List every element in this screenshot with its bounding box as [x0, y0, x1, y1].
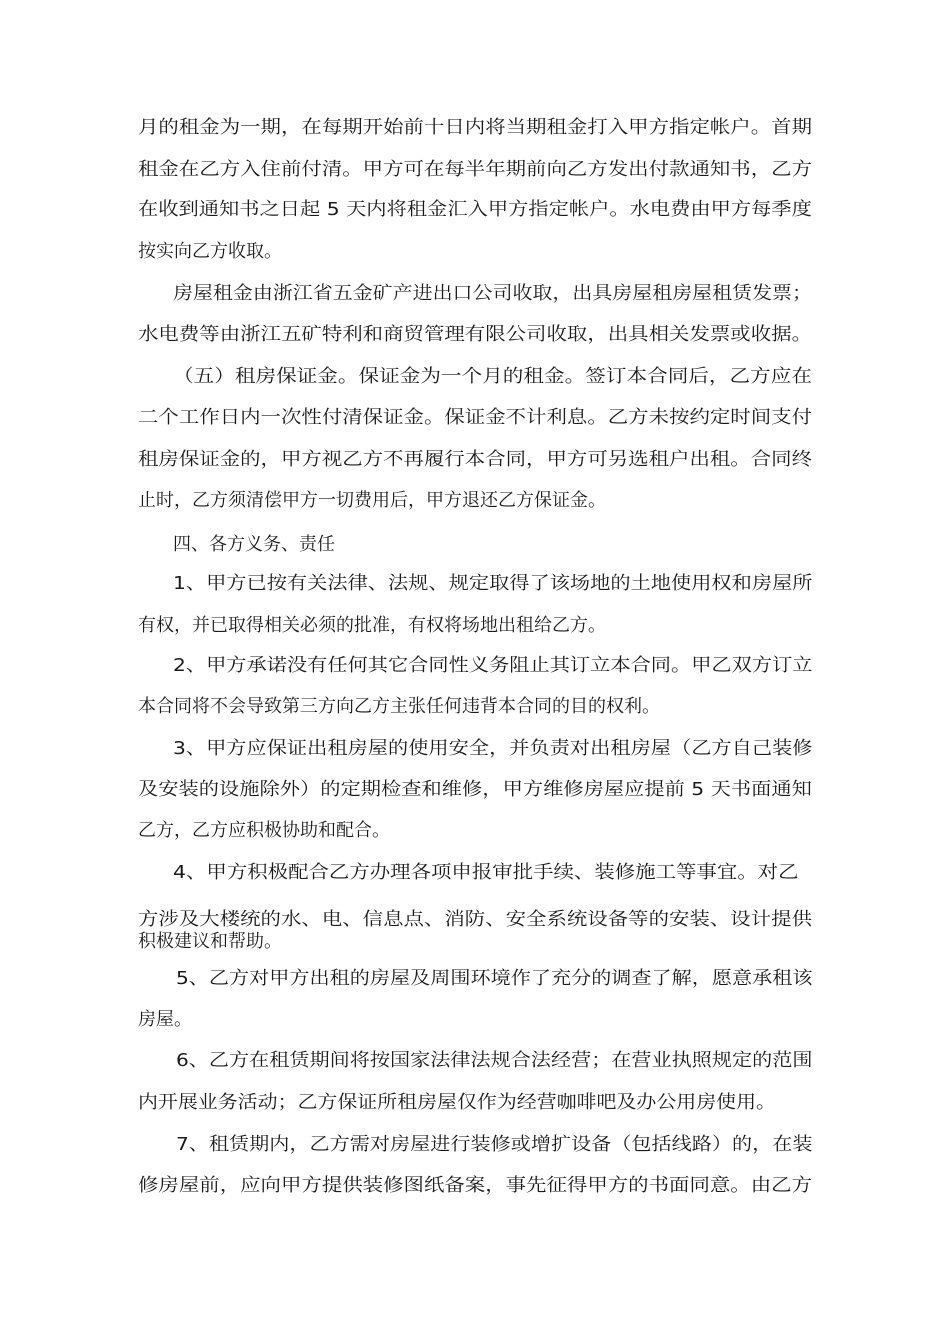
paragraph-line: 二个工作日内一次性付清保证金。保证金不计利息。乙方未按约定时间支付	[138, 407, 812, 428]
paragraph-line: 本合同将不会导致第三方向乙方主张任何违背本合同的目的权利。	[138, 696, 660, 717]
paragraph-line: 乙方，乙方应积极协助和配合。	[138, 820, 390, 841]
paragraph-line: 租房保证金的，甲方视乙方不再履行本合同，甲方可另选租户出租。合同终	[138, 449, 812, 470]
paragraph-line: 3、甲方应保证出租房屋的使用安全，并负责对出租房屋（乙方自己装修	[173, 738, 813, 759]
paragraph-line: 房屋租金由浙江省五金矿产进出口公司收取，出具房屋租房屋租赁发票；	[173, 283, 812, 304]
section-heading: 四、各方义务、责任	[173, 534, 335, 555]
paragraph-line: 2、甲方承诺没有任何其它合同性义务阻止其订立本合同。甲乙双方订立	[173, 655, 813, 676]
paragraph-line: 水电费等由浙江五矿特利和商贸管理有限公司收取，出具相关发票或收据。	[138, 324, 812, 345]
paragraph-line: 积极建议和帮助。	[138, 931, 282, 952]
paragraph-line: 月的租金为一期，在每期开始前十日内将当期租金打入甲方指定帐户。首期	[138, 117, 812, 138]
paragraph-line: 租金在乙方入住前付清。甲方可在每半年期前向乙方发出付款通知书，乙方	[138, 159, 812, 180]
paragraph-line: 内开展业务活动；乙方保证所租房屋仅作为经营咖啡吧及办公用房使用。	[138, 1092, 776, 1113]
paragraph-line: 5、乙方对甲方出租的房屋及周围环境作了充分的调查了解，愿意承租该	[176, 968, 813, 989]
paragraph-line: 有权，并已取得相关必须的批准，有权将场地出租给乙方。	[138, 615, 606, 636]
paragraph-line: 及安装的设施除外）的定期检查和维修，甲方维修房屋应提前 5 天书面通知	[138, 779, 812, 800]
paragraph-line: （五）租房保证金。保证金为一个月的租金。签订本合同后，乙方应在	[173, 366, 812, 387]
paragraph-line: 按实向乙方收取。	[138, 241, 282, 262]
paragraph-line: 方涉及大楼统的水、电、信息点、消防、安全系统设备等的安装、设计提供	[138, 909, 812, 930]
paragraph-line: 7、租赁期内，乙方需对房屋进行装修或增扩设备（包括线路）的，在装	[176, 1134, 813, 1155]
paragraph-line: 止时，乙方须清偿甲方一切费用后，甲方退还乙方保证金。	[138, 490, 606, 511]
paragraph-line: 在收到通知书之日起 5 天内将租金汇入甲方指定帐户。水电费由甲方每季度	[138, 199, 812, 220]
paragraph-line: 4、甲方积极配合乙方办理各项申报审批手续、装修施工等事宜。对乙	[173, 862, 799, 883]
paragraph-line: 房屋。	[138, 1009, 192, 1030]
paragraph-line: 修房屋前，应向甲方提供装修图纸备案，事先征得甲方的书面同意。由乙方	[138, 1175, 812, 1196]
paragraph-line: 1、甲方已按有关法律、法规、规定取得了该场地的土地使用权和房屋所	[173, 573, 813, 594]
paragraph-line: 6、乙方在租赁期间将按国家法律法规合法经营；在营业执照规定的范围	[176, 1050, 813, 1071]
